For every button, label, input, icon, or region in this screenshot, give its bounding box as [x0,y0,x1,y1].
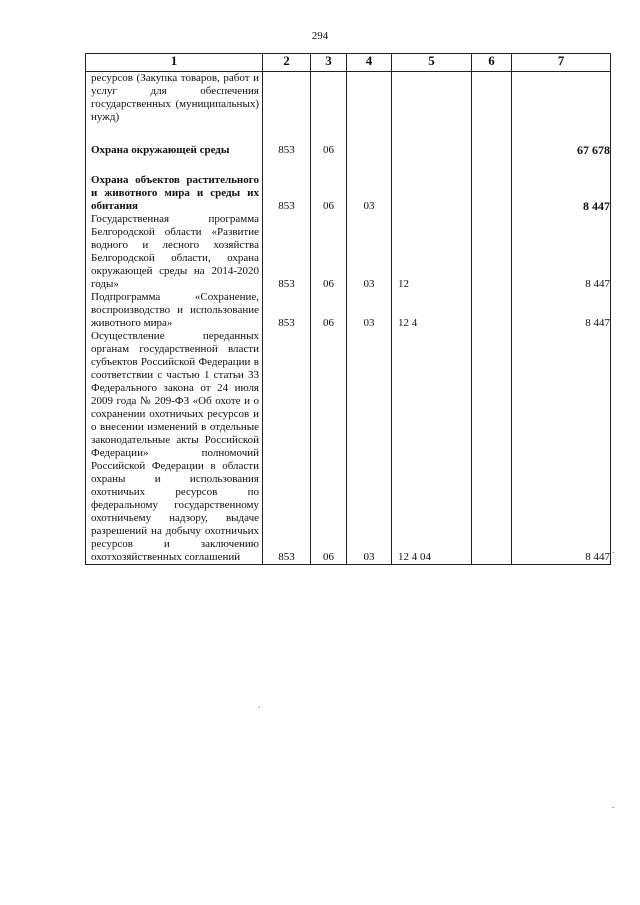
row-podrazdel: 03 [347,166,392,213]
row-description: ресурсов (Закупка товаров, работ и услуг для обеспечения государственных (муниципальных) нужд) [91,72,259,123]
row-csr [392,166,472,213]
table-row [86,166,611,213]
row-gra [263,72,311,136]
table-row [86,136,611,166]
row-description: Осуществление переданных органам государственной власти субъектов Российской Федерации в соответствии с частью 1 статьи 33 Федерального закона от 24 июля 2009 года № 209-ФЗ «Об охоте и о сохранении охотничьих ресурсов и о внесении изменений в отдельные законодательные акты Российской Федерации» полномочий Российской Федерации в области охраны и использования охотничьих ресурсов по федеральному государственному охотничьему надзору, выдаче разрешений на добычу охотничьих ресурсов и заключению охотхозяйственных соглашений [91,329,259,563]
header-col-4: 4 [347,54,392,72]
row-gra: 853 [263,136,311,166]
row-description: Охрана объектов растительного и животного мира и среды их обитания [91,173,259,212]
row-podrazdel: 03 [347,330,392,565]
row-razdel: 06 [311,291,347,330]
header-col-2: 2 [263,54,311,72]
row-vr [472,72,512,136]
table-row [86,291,611,330]
row-csr [392,136,472,166]
row-vr [472,136,512,166]
header-col-6: 6 [472,54,512,72]
row-razdel: 06 [311,213,347,291]
row-description: Государственная программа Белгородской области «Развитие водного и лесного хозяйства Белгородской области, охрана окружающей среды на 2014-2020 годы» [91,212,259,290]
row-vr [472,330,512,565]
row-vr [472,166,512,213]
row-vr [472,291,512,330]
table-header-row [86,54,611,72]
scan-speck: . [612,800,615,810]
row-podrazdel: 03 [347,291,392,330]
row-amount [512,72,611,136]
row-podrazdel [347,72,392,136]
row-csr [392,72,472,136]
row-razdel [311,72,347,136]
row-razdel: 06 [311,166,347,213]
row-csr: 12 4 [392,291,472,330]
row-amount: 8 447 [512,213,611,291]
budget-table [85,53,611,565]
row-description: Подпрограмма «Сохранение, воспроизводство и использование животного мира» [91,290,259,329]
row-amount: 8 447 [512,330,611,565]
header-col-3: 3 [311,54,347,72]
row-razdel: 06 [311,136,347,166]
row-gra: 853 [263,166,311,213]
row-podrazdel: 03 [347,213,392,291]
row-gra: 853 [263,330,311,565]
row-csr: 12 4 04 [392,330,472,565]
row-podrazdel [347,136,392,166]
row-gra: 853 [263,213,311,291]
row-amount: 8 447 [512,166,611,213]
header-col-1: 1 [86,54,263,72]
header-col-5: 5 [392,54,472,72]
page-number: 294 [311,30,329,42]
table-row [86,330,611,565]
row-csr: 12 [392,213,472,291]
row-amount: 67 678 [512,136,611,166]
scan-speck: . [258,700,261,710]
row-vr [472,213,512,291]
row-gra: 853 [263,291,311,330]
table-row [86,72,611,136]
row-razdel: 06 [311,330,347,565]
row-description: Охрана окружающей среды [91,144,230,156]
table-row [86,213,611,291]
row-amount: 8 447 [512,291,611,330]
scan-speck: . [612,545,615,555]
header-col-7: 7 [512,54,611,72]
